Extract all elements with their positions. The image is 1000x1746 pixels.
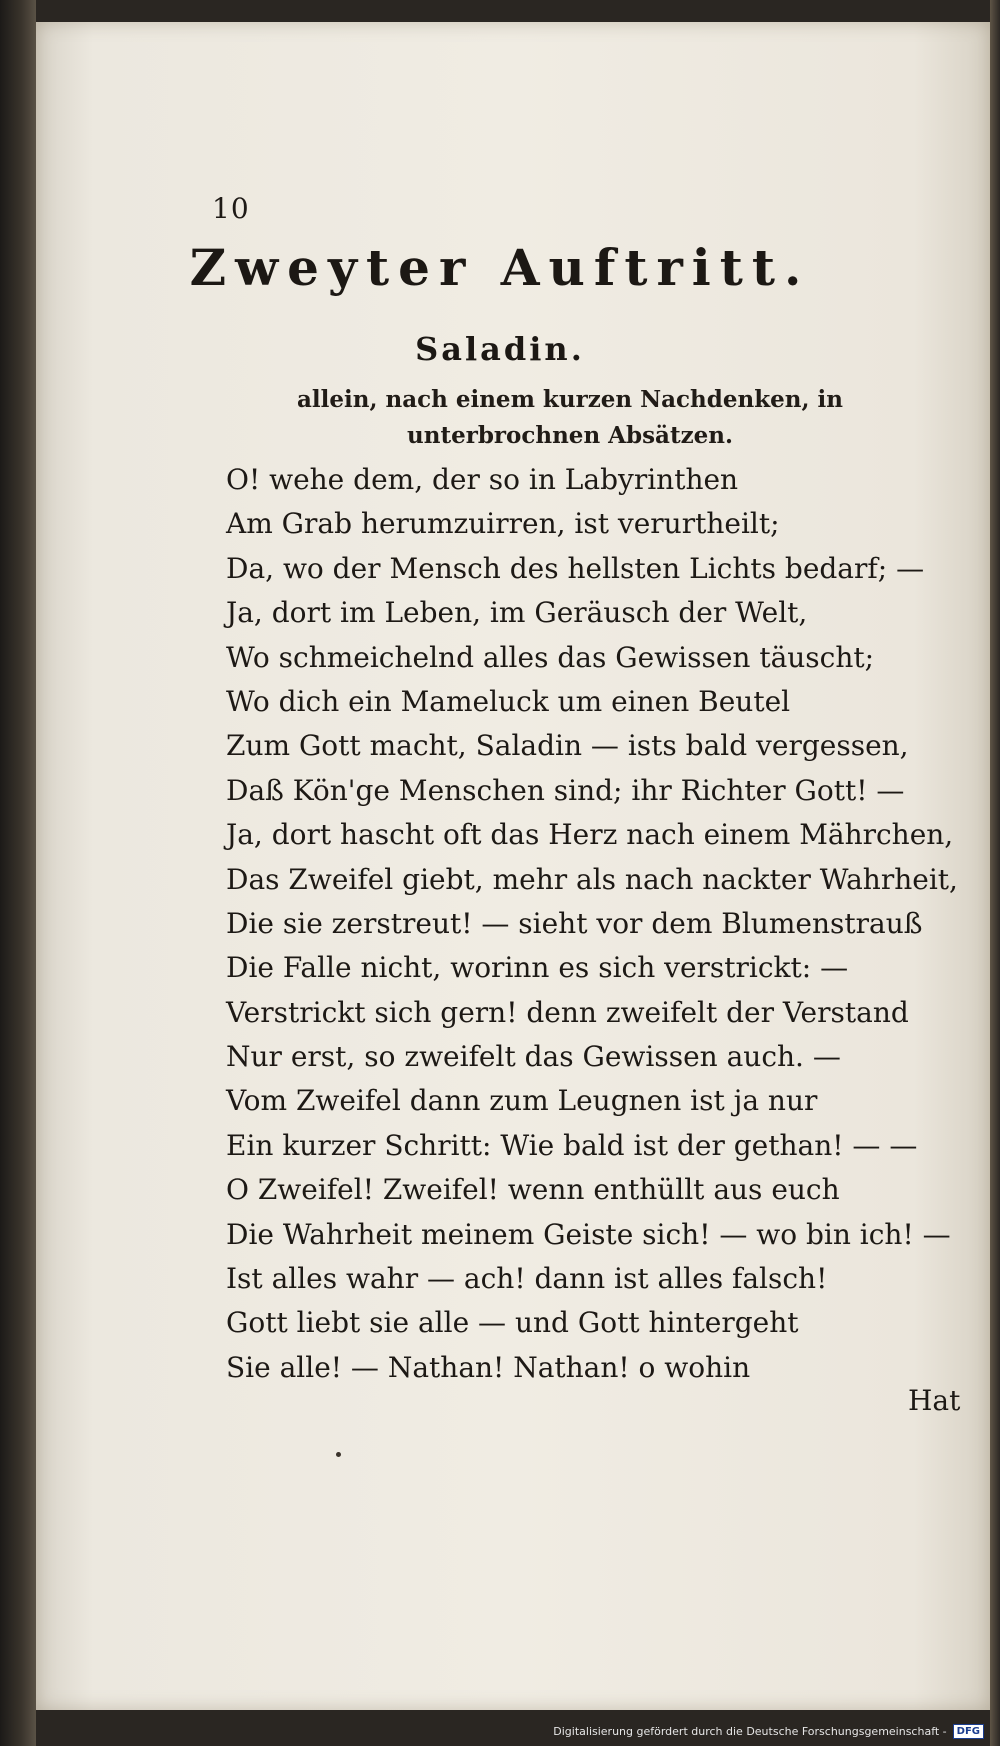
verse-line: Sie alle! — Nathan! Nathan! o wohin	[226, 1350, 751, 1384]
digitization-footer	[553, 1722, 984, 1740]
verse-line: O! wehe dem, der so in Labyrinthen	[226, 463, 739, 496]
speaker-name: Saladin.	[415, 330, 585, 368]
verse-line: Wo dich ein Mameluck um einen Beutel	[226, 684, 791, 718]
verse-line: Die Wahrheit meinem Geiste sich! — wo bin ich! —	[226, 1217, 951, 1251]
funding-credit: Digitalisierung gefördert durch die Deutsche Forschungsgemeinschaft -	[553, 1724, 947, 1738]
verse-line: Ja, dort im Leben, im Geräusch der Welt,	[226, 596, 808, 630]
scene-title: Zweyter Auftritt.	[189, 238, 811, 297]
catchword: Hat	[908, 1384, 961, 1417]
verse-line: Ist alles wahr — ach! dann ist alles falsch!	[226, 1262, 828, 1296]
verse-block	[226, 458, 966, 1390]
verse-line: Da, wo der Mensch des hellsten Lichts bedarf; —	[226, 551, 925, 585]
verse-line: Die sie zerstreut! — sieht vor dem Blumenstrauß	[226, 906, 923, 940]
verse-line: Daß Kön'ge Menschen sind; ihr Richter Gott! —	[226, 773, 905, 807]
verse-line: Zum Gott macht, Saladin — ists bald vergessen,	[226, 729, 909, 763]
verse-line: Verstrickt sich gern! denn zweifelt der Verstand	[226, 995, 909, 1029]
verse-line: Vom Zweifel dann zum Leugnen ist ja nur	[226, 1084, 818, 1118]
verse-line: Die Falle nicht, worinn es sich verstrickt: —	[226, 951, 849, 985]
verse-line: Ja, dort hascht oft das Herz nach einem Mährchen,	[226, 818, 954, 852]
verse-line: Am Grab herumzuirren, ist verurtheilt;	[226, 507, 780, 541]
ink-speck	[336, 1452, 341, 1457]
dfg-logo: DFG	[953, 1724, 984, 1739]
verse-line: Nur erst, so zweifelt das Gewissen auch. —	[226, 1040, 841, 1074]
stage-direction: allein, nach einem kurzen Nachdenken, in unterbrochnen Absätzen.	[297, 386, 843, 449]
verse-line: Ein kurzer Schritt: Wie bald ist der gethan! — —	[226, 1128, 918, 1162]
verse-line: Das Zweifel giebt, mehr als nach nackter Wahrheit,	[226, 862, 958, 896]
page-number: 10	[212, 192, 250, 225]
verse-line: O Zweifel! Zweifel! wenn enthüllt aus euch	[226, 1173, 840, 1207]
verse-line: Gott liebt sie alle — und Gott hintergeht	[226, 1306, 799, 1340]
verse-line: Wo schmeichelnd alles das Gewissen täuscht;	[226, 640, 875, 674]
